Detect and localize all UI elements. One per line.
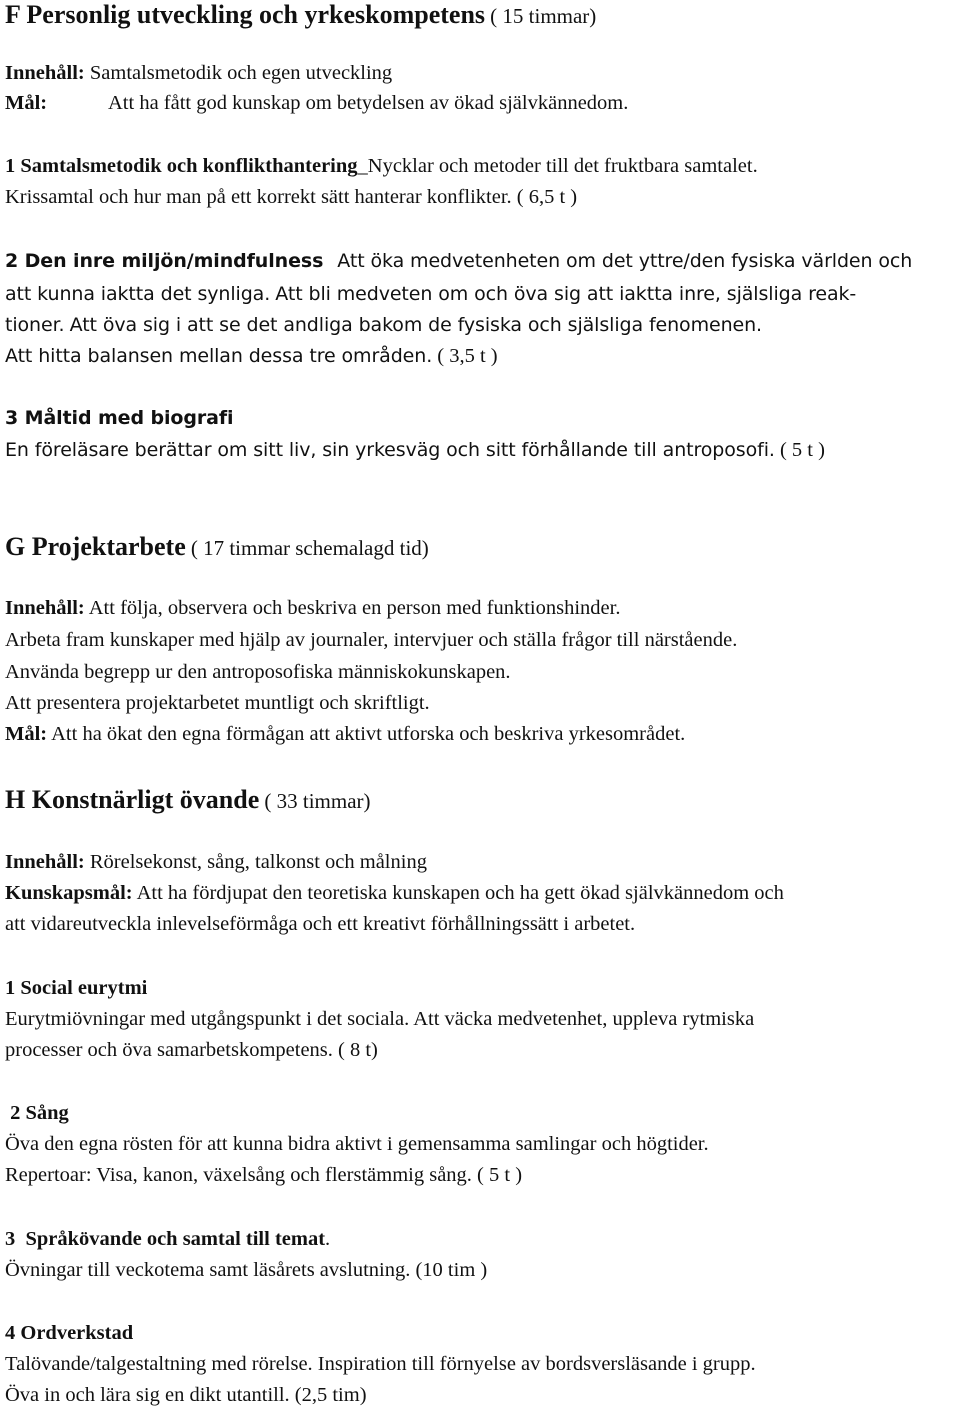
section-h-item2-heading: 2 Sång [5, 1102, 69, 1124]
section-f-item3-line1-b: ( 5 t ) [779, 439, 825, 461]
section-h-item1-line2: processer och öva samarbetskompetens. ( 8 t) [5, 1039, 378, 1061]
section-h-item1-heading: 1 Social eurytmi [5, 977, 148, 999]
section-h-item4-heading-line [5, 1322, 133, 1346]
section-g-hours: ( 17 timmar schemalagd tid) [190, 536, 429, 560]
section-f-item2-line2-b: Att bli medveten om och öva sig att iaktta inre, själsliga reak- [275, 283, 857, 305]
section-g-title: G Projektarbete [5, 532, 186, 561]
section-f-content [5, 62, 392, 86]
section-h-knowledge-line2: att vidareutveckla inlevelseförmåga och ett kreativt förhållningssätt i arbetet. [5, 913, 636, 935]
section-h-content [5, 851, 427, 875]
section-g-line4: Att presentera projektarbetet muntligt och skriftligt. [5, 692, 430, 714]
section-f-content-label: Innehåll: [5, 62, 85, 84]
section-f-item2-line2 [5, 283, 856, 307]
section-f-goal-text: Att ha fått god kunskap om betydelsen av ökad självkännedom. [108, 92, 629, 114]
section-g-goal-text: Att ha ökat den egna förmågan att aktivt utforska och beskriva yrkesområdet. [51, 723, 686, 745]
section-f-item2-line3-a: tioner. [5, 314, 65, 336]
section-h-item1-line1: Eurytmiövningar med utgångspunkt i det sociala. Att väcka medvetenhet, uppleva rytmiska [5, 1008, 755, 1030]
section-f-item1-heading: 1 Samtalsmetodik och konflikthantering [5, 155, 358, 177]
section-g-line2: Arbeta fram kunskaper med hjälp av journaler, intervjuer och ställa frågor till närstående. [5, 629, 738, 651]
section-f-item3-heading: 3 Måltid med biografi [5, 407, 234, 429]
section-h-knowledge-text: Att ha fördjupat den teoretiska kunskapen och ha gett ökad självkännedom och [136, 882, 784, 904]
section-f-hours: ( 15 timmar) [490, 4, 597, 28]
section-f-item2-line1-text: Att öka medvetenheten om det yttre/den fysiska världen och [337, 250, 913, 272]
section-h-item3-heading: 3 Språkövande och samtal till temat [5, 1228, 326, 1250]
section-h-item3-heading-line [5, 1228, 330, 1252]
section-f-goal [5, 92, 628, 116]
section-f-item1-line2: Krissamtal och hur man på ett korrekt sätt hanterar konflikter. ( 6,5 t ) [5, 186, 578, 208]
section-f-item2-line3 [5, 314, 762, 338]
section-f-item2-line4-a: Att hitta balansen mellan dessa tre områden. [5, 345, 433, 367]
section-f-goal-label: Mål: [5, 92, 48, 114]
section-h-item1-heading-line [5, 977, 147, 1001]
section-f-item1-line1 [5, 155, 758, 179]
section-h-item3-line1: Övningar till veckotema samt läsårets avslutning. (10 tim ) [5, 1259, 488, 1281]
section-h-heading [5, 785, 371, 815]
section-h-item4-line2: Öva in och lära sig en dikt utantill. (2,5 tim) [5, 1384, 367, 1406]
section-f-item3-line1 [5, 439, 825, 463]
section-g-heading [5, 532, 429, 562]
section-h-item3-heading-dot: . [325, 1228, 331, 1250]
section-f-content-text: Samtalsmetodik och egen utveckling [89, 62, 393, 84]
section-f-item1-line1-text: Nycklar och metoder till det fruktbara samtalet. [367, 155, 758, 177]
section-f-title: F Personlig utveckling och yrkeskompetens [5, 0, 486, 29]
section-f-item2-line2-a: att kunna iaktta det synliga. [5, 283, 271, 305]
section-f-item2-heading: 2 Den inre miljön/mindfulness [5, 250, 324, 272]
section-f-item2-line4 [5, 345, 498, 369]
section-h-content-text: Rörelsekonst, sång, talkonst och målning [89, 851, 427, 873]
section-g-content [5, 597, 620, 621]
section-g-content-label: Innehåll: [5, 597, 85, 619]
section-g-line3: Använda begrepp ur den antroposofiska människokunskapen. [5, 661, 511, 683]
section-f-heading [5, 0, 596, 30]
section-h-knowledge-label: Kunskapsmål: [5, 882, 133, 904]
section-f-item2-line4-b: ( 3,5 t ) [437, 345, 498, 367]
section-f-item3-heading-line [5, 408, 233, 430]
section-g-content-text: Att följa, observera och beskriva en person med funktionshinder. [88, 597, 621, 619]
section-g-goal-label: Mål: [5, 723, 48, 745]
section-f-item2-line1 [5, 251, 912, 273]
section-f-item3-line1-a: En föreläsare berättar om sitt liv, sin yrkesväg och sitt förhållande till antroposofi. [5, 439, 775, 461]
section-h-item4-heading: 4 Ordverkstad [5, 1322, 134, 1344]
section-h-item2-line2: Repertoar: Visa, kanon, växelsång och flerstämmig sång. ( 5 t ) [5, 1164, 523, 1186]
section-f-item1-underscore: _ [357, 155, 368, 177]
section-f-item2-line3-b: Att öva sig i att se det andliga bakom de fysiska och själsliga fenomenen. [69, 314, 762, 336]
section-g-goal [5, 723, 685, 747]
section-h-knowledge [5, 882, 784, 906]
section-h-content-label: Innehåll: [5, 851, 85, 873]
section-h-item2-heading-line [5, 1102, 69, 1126]
section-h-item4-line1: Talövande/talgestaltning med rörelse. Inspiration till förnyelse av bordsversläsande i grupp. [5, 1353, 756, 1375]
section-h-hours: ( 33 timmar) [264, 789, 371, 813]
section-h-item2-line1: Öva den egna rösten för att kunna bidra aktivt i gemensamma samlingar och högtider. [5, 1133, 709, 1155]
section-h-title: H Konstnärligt övande [5, 785, 260, 814]
